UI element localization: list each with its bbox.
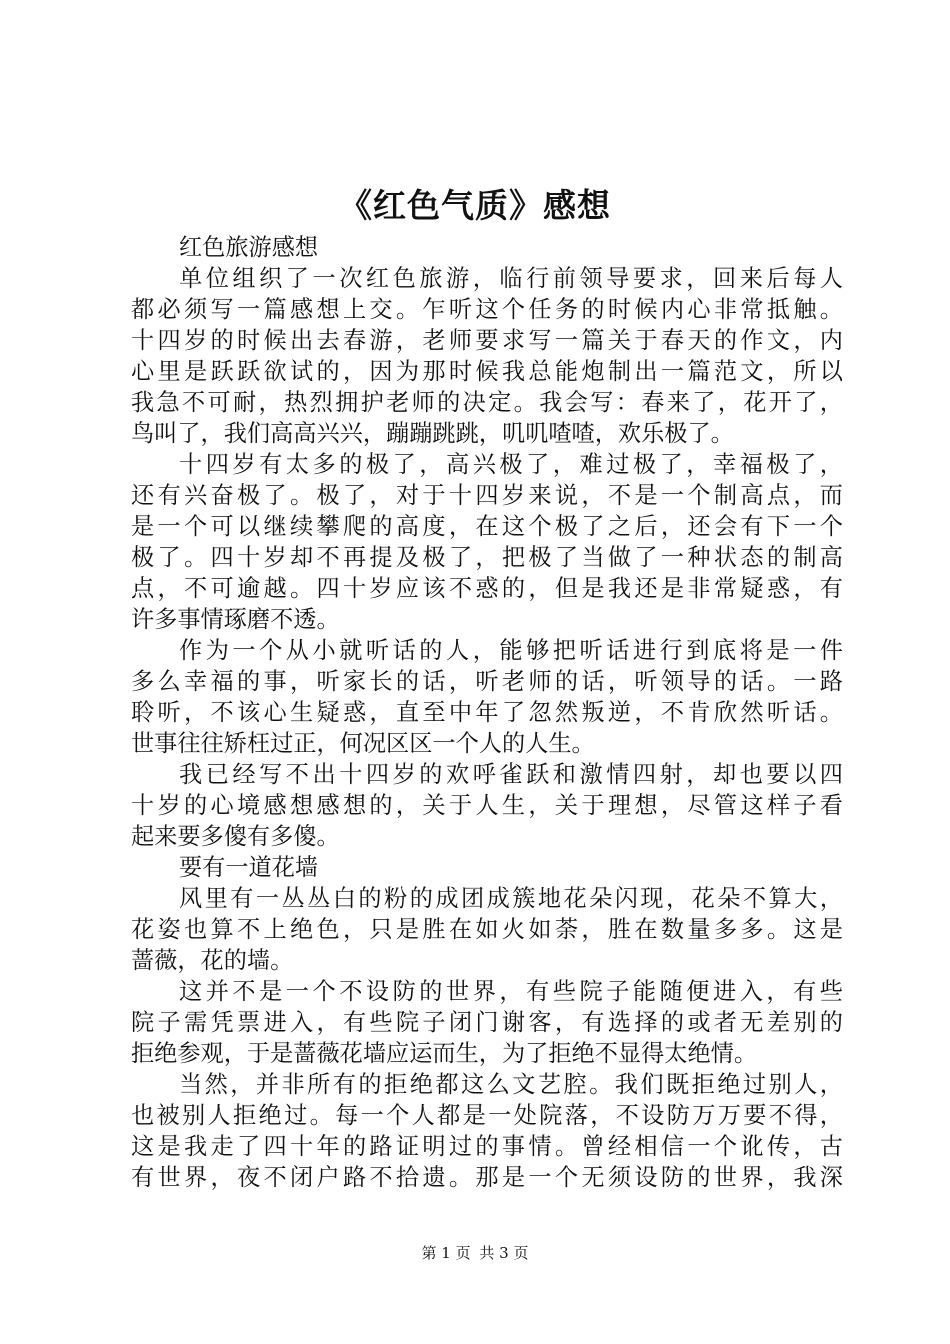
text-line: 作为一个从小就听话的人，能够把听话进行到底将是一件	[179, 637, 843, 664]
text-line: 也被别人拒绝过。每一个人都是一处院落，不设防万万要不得，	[131, 1102, 843, 1129]
text-line: 我急不可耐，热烈拥护老师的决定。我会写：春来了，花开了，	[131, 389, 843, 416]
page-number: 第 1 页	[421, 1244, 471, 1262]
text-line: 都必须写一篇感想上交。乍听这个任务的时候内心非常抵触。	[131, 296, 843, 323]
text-line: 这并不是一个不设防的世界，有些院子能随便进入，有些	[179, 978, 843, 1005]
text-line: 十四岁有太多的极了，高兴极了，难过极了，幸福极了，	[179, 451, 843, 478]
text-line: 多么幸福的事，听家长的话，听老师的话，听领导的话。一路	[131, 668, 843, 695]
page-footer	[0, 1242, 950, 1264]
text-line: 院子需凭票进入，有些院子闭门谢客，有选择的或者无差别的	[131, 1009, 843, 1036]
text-line: 是一个可以继续攀爬的高度，在这个极了之后，还会有下一个	[131, 513, 843, 540]
text-line: 十岁的心境感想感想的，关于人生，关于理想，尽管这样子看	[131, 792, 843, 819]
text-line: 世事往往矫枉过正，何况区区一个人的人生。	[131, 730, 595, 757]
text-line: 有世界，夜不闭户路不拾遗。那是一个无须设防的世界，我深	[131, 1164, 843, 1191]
text-line: 十四岁的时候出去春游，老师要求写一篇关于春天的作文，内	[131, 327, 843, 354]
text-line: 蔷薇，花的墙。	[131, 947, 294, 974]
text-line: 红色旅游感想	[179, 234, 319, 261]
text-line: 鸟叫了，我们高高兴兴，蹦蹦跳跳，叽叽喳喳，欢乐极了。	[131, 420, 734, 447]
text-line: 点，不可逾越。四十岁应该不惑的，但是我还是非常疑惑，有	[131, 575, 843, 602]
document-body	[131, 232, 843, 1193]
text-line: 许多事情琢磨不透。	[131, 606, 340, 633]
text-line: 单位组织了一次红色旅游，临行前领导要求，回来后每人	[179, 265, 843, 292]
text-line: 还有兴奋极了。极了，对于十四岁来说，不是一个制高点，而	[131, 482, 843, 509]
text-line: 花姿也算不上绝色，只是胜在如火如荼，胜在数量多多。这是	[131, 916, 843, 943]
text-line: 我已经写不出十四岁的欢呼雀跃和激情四射，却也要以四	[179, 761, 843, 788]
document-title: 《红色气质》感想	[339, 186, 611, 225]
text-line: 极了。四十岁却不再提及极了，把极了当做了一种状态的制高	[131, 544, 843, 571]
text-line: 起来要多傻有多傻。	[131, 823, 340, 850]
text-line: 这是我走了四十年的路证明过的事情。曾经相信一个讹传，古	[131, 1133, 843, 1160]
text-line: 风里有一丛丛白的粉的成团成簇地花朵闪现，花朵不算大，	[179, 885, 843, 912]
text-line: 要有一道花墙	[179, 854, 319, 881]
text-line: 心里是跃跃欲试的，因为那时候我总能炮制出一篇范文，所以	[131, 358, 843, 385]
text-line: 拒绝参观，于是蔷薇花墙应运而生，为了拒绝不显得太绝情。	[131, 1040, 758, 1067]
text-line: 聆听，不该心生疑惑，直至中年了忽然叛逆，不肯欣然听话。	[131, 699, 843, 726]
text-line: 当然，并非所有的拒绝都这么文艺腔。我们既拒绝过别人，	[179, 1071, 843, 1098]
page-total: 共 3 页	[479, 1244, 529, 1262]
